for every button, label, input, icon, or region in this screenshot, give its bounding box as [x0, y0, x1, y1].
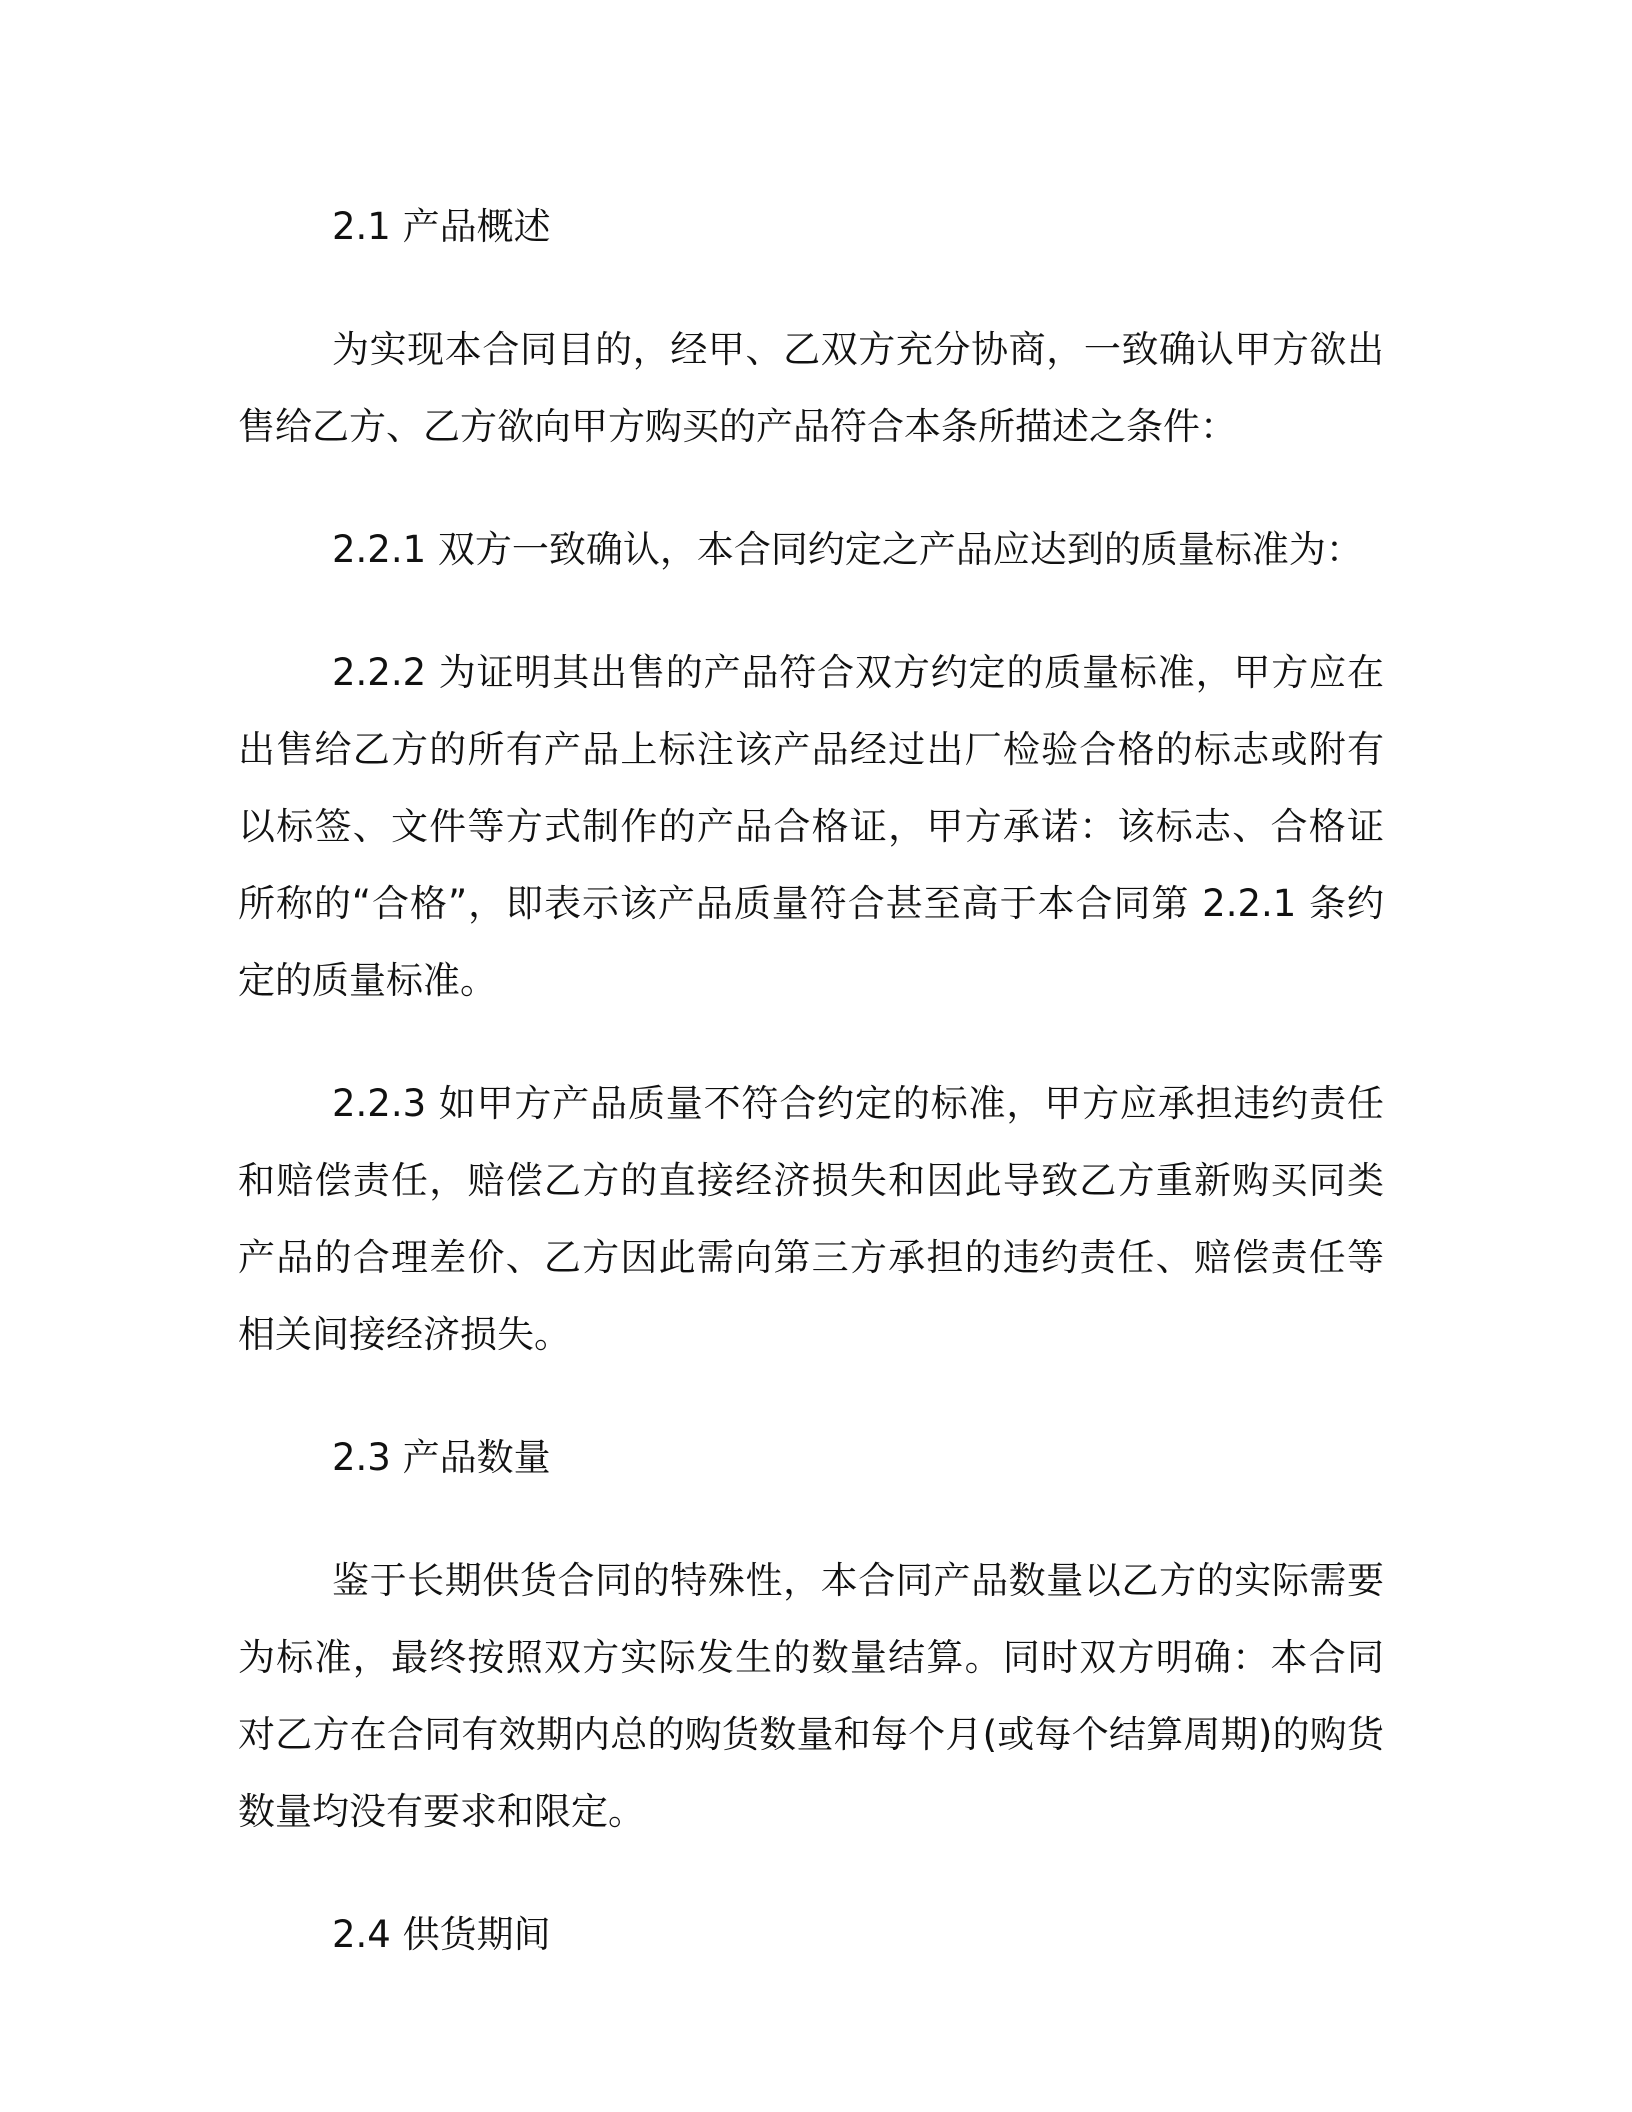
section-heading-2-1: 2.1 产品概述 — [332, 205, 551, 248]
document-body — [238, 188, 1384, 2019]
section-heading-2-3: 2.3 产品数量 — [332, 1436, 551, 1479]
paragraph-product-quantity: 鉴于长期供货合同的特殊性，本合同产品数量以乙方的实际需要为标准，最终按照双方实际发生的数量结算。同时双方明确：本合同对乙方在合同有效期内总的购货数量和每个月(或每个结算周期)的购货数量均没有要求和限定。 — [238, 1559, 1384, 1833]
section-heading-2-4: 2.4 供货期间 — [332, 1913, 551, 1956]
paragraph-product-overview: 为实现本合同目的，经甲、乙双方充分协商，一致确认甲方欲出售给乙方、乙方欲向甲方购买的产品符合本条所描述之条件： — [238, 328, 1384, 448]
paragraph-2-2-2: 2.2.2 为证明其出售的产品符合双方约定的质量标准，甲方应在出售给乙方的所有产品上标注该产品经过出厂检验合格的标志或附有以标签、文件等方式制作的产品合格证，甲方承诺：该标志、合格证所称的“合格”，即表示该产品质量符合甚至高于本合同第 2.2.1 条约定的质量标准。 — [238, 651, 1384, 1002]
paragraph-2-2-1: 2.2.1 双方一致确认，本合同约定之产品应达到的质量标准为： — [332, 528, 1363, 571]
paragraph-2-2-3: 2.2.3 如甲方产品质量不符合约定的标准，甲方应承担违约责任和赔偿责任，赔偿乙方的直接经济损失和因此导致乙方重新购买同类产品的合理差价、乙方因此需向第三方承担的违约责任、赔偿责任等相关间接经济损失。 — [238, 1082, 1384, 1356]
